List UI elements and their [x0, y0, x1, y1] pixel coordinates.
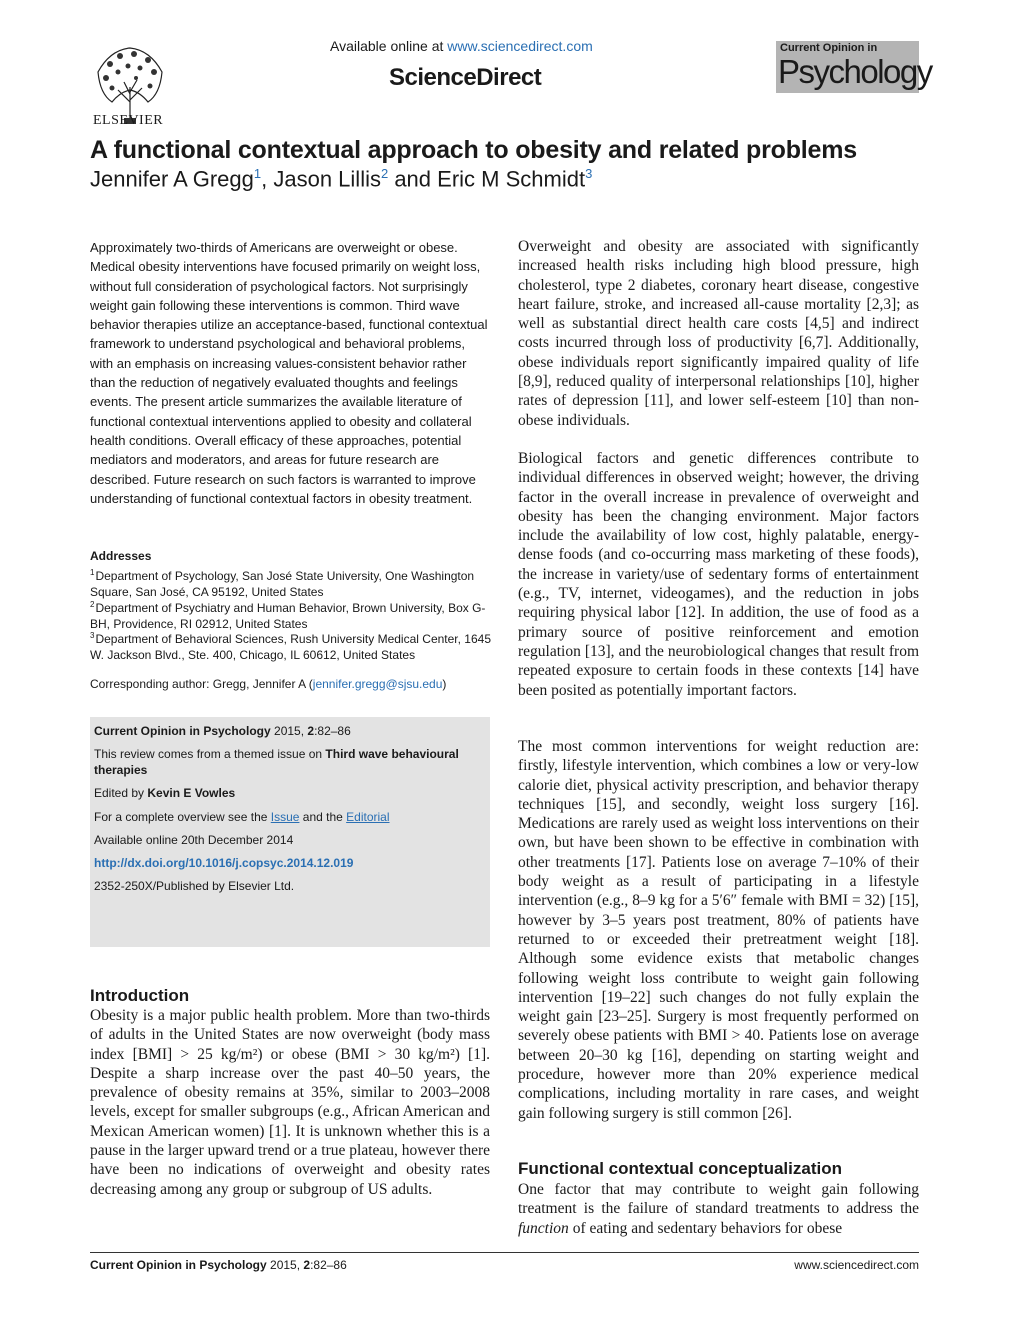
author-name: Jennifer A Gregg	[90, 166, 254, 192]
body-text: One factor that may contribute to weight gain following treatment is the failure of standard treatments to address the	[518, 1181, 919, 1218]
available-online	[330, 38, 593, 54]
body-paragraph	[518, 1180, 919, 1238]
address-item	[90, 565, 495, 600]
addresses-heading: Addresses	[90, 549, 152, 563]
info-theme-name: Third wave behavioural therapies	[94, 747, 459, 777]
author-name: Jason Lillis	[273, 166, 381, 192]
corresponding-email-link[interactable]: jennifer.gregg@sjsu.edu	[312, 677, 443, 691]
footer-pages: :82–86	[310, 1258, 347, 1272]
body-paragraph: Overweight and obesity are associated with significantly increased health risks including high blood pressure, high cholesterol, type 2 diabetes, coronary heart disease, congestive heart failure, stroke, and increased all-cause mortality [2,3]; as well as substantial direct health care costs [4,5] and indirect costs incurred through loss of productivity [6,7]. Additionally, obese individuals report significantly impaired quality of life [8,9], reduced quality of interpersonal relationships [10], higher rates of depression [11], and lower self-esteem [10] than non-obese individuals.	[518, 238, 919, 429]
info-theme-prefix: This review comes from a themed issue on	[94, 747, 326, 761]
author-separator: and	[388, 166, 438, 192]
info-editor-name: Kevin E Vowles	[147, 786, 236, 800]
article-title: A functional contextual approach to obesity and related problems	[90, 136, 857, 164]
journal-badge	[776, 41, 932, 93]
corresponding-suffix: )	[442, 677, 447, 691]
address-sup: 2	[90, 600, 95, 609]
address-sup: 3	[90, 631, 95, 640]
journal-badge-top: Current Opinion in	[780, 42, 878, 54]
info-overview-prefix: For a complete overview see the	[94, 810, 271, 824]
footer-citation	[90, 1258, 347, 1272]
editorial-link[interactable]: Editorial	[346, 810, 390, 824]
info-volume: 2	[307, 724, 315, 738]
abstract: Approximately two-thirds of Americans are overweight or obese. Medical obesity interventions have focused primarily on weight loss, without full consideration of psychological factors. Not surprisingly weight gain following these interventions is common. Third wave behavior therapies utilize an acceptance-based, functional contextual framework to understand psychological and behavioral problems, with an emphasis on increasing values-consistent behavior rather than the reduction of negatively evaluated thoughts and feelings events. The present article summarizes the available literature of functional contextual interventions applied to obesity and collateral health conditions. Overall efficacy of these approaches, potential mediators and moderators, and areas for future research are described. Future research on such factors is warranted to improve understanding of functional contextual factors in obesity treatment.	[90, 240, 488, 506]
footer-year: 2015,	[266, 1258, 304, 1272]
info-issn: 2352-250X/Published by Elsevier Ltd.	[94, 879, 295, 893]
address-item	[90, 628, 495, 663]
footer-volume: 2	[303, 1258, 311, 1272]
info-year: 2015,	[270, 724, 308, 738]
info-journal: Current Opinion in Psychology	[94, 724, 271, 738]
info-theme	[94, 746, 486, 778]
info-overview-mid: and the	[299, 810, 347, 824]
publisher-wordmark: ELSEVIER	[93, 113, 164, 128]
footer-divider	[90, 1252, 919, 1253]
address-text: Department of Psychology, San José State University, One Washington Square, San José, CA 95192, United States	[90, 569, 475, 599]
author-affiliation-link[interactable]: 1	[253, 166, 262, 181]
address-text: Department of Behavioral Sciences, Rush University Medical Center, 1645 W. Jackson Blvd., Ste. 400, Chicago, IL 60612, United States	[90, 632, 491, 662]
journal-badge-main: Psychology	[778, 53, 932, 90]
author-affiliation-link[interactable]: 2	[380, 166, 389, 181]
corresponding-author	[90, 677, 446, 691]
introduction-heading: Introduction	[90, 986, 190, 1005]
author-affiliation-link[interactable]: 3	[585, 166, 593, 181]
info-citation	[94, 723, 486, 739]
address-sup: 1	[90, 568, 95, 577]
doi-link[interactable]: http://dx.doi.org/10.1016/j.copsyc.2014.12.019	[94, 856, 354, 870]
author-name: Eric M Schmidt	[437, 166, 586, 192]
info-edited-prefix: Edited by	[94, 786, 148, 800]
article-info-box	[90, 717, 490, 947]
corresponding-prefix: Corresponding author: Gregg, Jennifer A (	[90, 677, 313, 691]
address-text: Department of Psychiatry and Human Behavior, Brown University, Box G-BH, Providence, RI 02912, United States	[90, 601, 486, 631]
author-separator: ,	[261, 166, 274, 192]
sciencedirect-link[interactable]: www.sciencedirect.com	[447, 38, 593, 54]
section-heading: Functional contextual conceptualization	[518, 1159, 842, 1178]
body-text: of eating and sedentary behaviors for obese	[568, 1219, 843, 1237]
footer-url[interactable]: www.sciencedirect.com	[794, 1258, 919, 1272]
info-overview	[94, 809, 486, 825]
author-list	[90, 166, 592, 192]
info-pages: :82–86	[314, 724, 351, 738]
issue-link[interactable]: Issue	[270, 810, 300, 824]
emphasis-text: function	[518, 1219, 569, 1237]
body-paragraph: Biological factors and genetic differences contribute to individual differences in observed weight; however, the driving factor in the overall increase in prevalence of overweight and obesity has been the changing environment. Major factors include the availability of low cost, highly palatable, energy-dense foods (and co-occurring mass marketing of these foods), the increase in variety/use of sedentary forms of entertainment (e.g., TV, internet, videogames), and the reduction in jobs requiring physical labor [12]. In addition, the use of food as a primary source of positive reinforcement and emotion regulation [13], and the neurobiological changes that result from repeated exposure to certain foods in these contexts [14] have been posited as potentially important factors.	[518, 450, 919, 699]
introduction-paragraph: Obesity is a major public health problem. More than two-thirds of adults in the United States are now overweight (body mass index [BMI] > 25 kg/m²) or obese (BMI > 30 kg/m²) [1]. Despite a sharp increase over the past 40–50 years, the prevalence of obesity remains at 35%, similar to 2003–2008 levels, except for smaller subgroups (e.g., African American and Mexican American women) [1]. It is unknown whether this is a pause in the larger upward trend or a true plateau, however there have been no indications of overweight and obesity rates decreasing among any group or subgroup of US adults.	[90, 1007, 490, 1198]
body-paragraph: The most common interventions for weight reduction are: firstly, lifestyle intervention, which combines a low or very-low calorie diet, physical activity prescription, and behavior therapy techniques [15], and secondly, weight loss surgery [16]. Medications are rarely used as weight loss interventions on their own, but have been shown to be effective in combination with other treatments [17]. Patients lose on average 7–10% of their body weight as a result of participating in a lifestyle intervention (e.g., 8–9 kg for a 5′6″ female with BMI = 32) [15], however by 3–5 years post treatment, 80% of patients have returned to or exceeded their pretreatment weight [18]. Although some evidence exists that metabolic changes following weight loss contribute to weight gain following intervention [19–22] such changes do not fully explain the weight gain [23–25]. Surgery is most frequently performed on severely obese patients with BMI > 40. Patients lose on average between 20–30 kg [16], depending on starting weight and procedure, however more than 20% experience medical complications, including mortality in rare cases, and weight gain following surgery is still common [26].	[518, 738, 919, 1122]
sciencedirect-brand: ScienceDirect	[389, 64, 542, 91]
info-available: Available online 20th December 2014	[94, 833, 294, 847]
info-editor	[94, 785, 486, 801]
available-prefix: Available online at	[330, 38, 448, 54]
address-item	[90, 597, 495, 632]
footer-journal: Current Opinion in Psychology	[90, 1258, 267, 1272]
